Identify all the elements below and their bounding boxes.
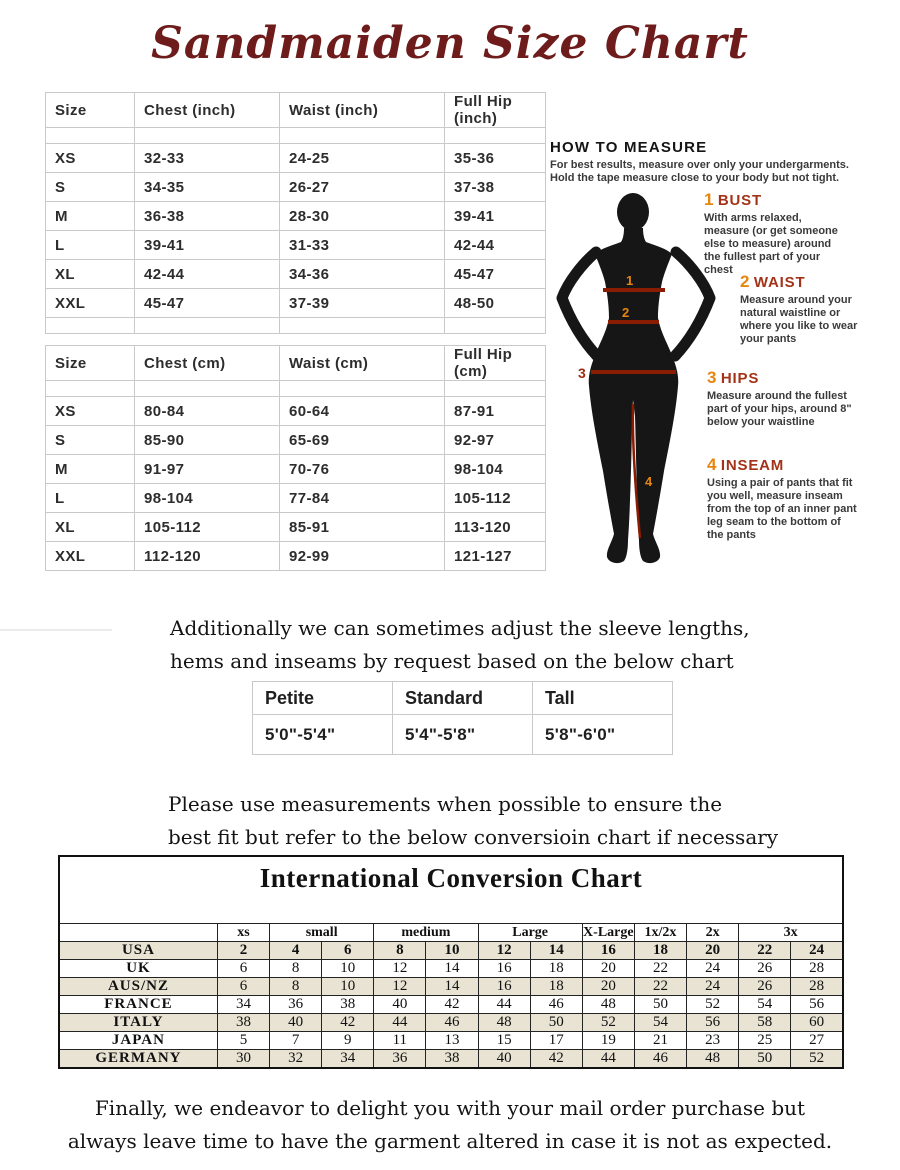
spacer-cell — [280, 381, 445, 397]
chest-cell: 80-84 — [135, 397, 280, 426]
size-value-cell: 46 — [634, 1050, 686, 1069]
size-cell: XXL — [46, 542, 135, 571]
size-value-cell: 42 — [322, 1014, 374, 1032]
size-value-cell: 44 — [478, 996, 530, 1014]
measure-step-waist — [740, 272, 858, 346]
size-cell: XXL — [46, 289, 135, 318]
bust-measure-line — [603, 288, 665, 292]
figure-marker-hips: 3 — [578, 365, 586, 381]
size-value-cell: 46 — [426, 1014, 478, 1032]
table-row — [46, 231, 546, 260]
group-header-cell: xs — [217, 924, 269, 942]
country-cell: ITALY — [59, 1014, 217, 1032]
size-table-inch — [45, 92, 546, 334]
measure-step-bust — [704, 190, 849, 277]
step-number: 3 — [707, 368, 717, 387]
table-row — [46, 426, 546, 455]
hip-cell: 113-120 — [445, 513, 546, 542]
figure-body — [589, 228, 679, 563]
size-value-cell: 34 — [217, 996, 269, 1014]
size-cell: L — [46, 231, 135, 260]
corner-cell — [59, 924, 217, 942]
size-value-cell: 46 — [530, 996, 582, 1014]
chest-cell: 85-90 — [135, 426, 280, 455]
size-value-cell: 12 — [374, 978, 426, 996]
hip-cell: 48-50 — [445, 289, 546, 318]
conversion-chart-title: International Conversion Chart — [59, 856, 843, 924]
closing-note — [0, 1092, 900, 1158]
spacer-cell — [280, 318, 445, 334]
figure-left-arm — [562, 252, 597, 356]
header-cell: Size — [46, 93, 135, 128]
size-cell: L — [46, 484, 135, 513]
size-value-cell: 38 — [426, 1050, 478, 1069]
size-value-cell: 14 — [530, 942, 582, 960]
size-value-cell: 19 — [582, 1032, 634, 1050]
country-cell: JAPAN — [59, 1032, 217, 1050]
size-value-cell: 38 — [217, 1014, 269, 1032]
size-value-cell: 58 — [739, 1014, 791, 1032]
table-header-row — [253, 682, 673, 715]
spacer-cell — [46, 318, 135, 334]
size-value-cell: 24 — [791, 942, 843, 960]
adjust-note — [170, 612, 750, 678]
size-value-cell: 38 — [322, 996, 374, 1014]
size-cell: M — [46, 202, 135, 231]
waist-cell: 31-33 — [280, 231, 445, 260]
header-cell: Chest (cm) — [135, 346, 280, 381]
group-header-cell: X-Large — [583, 924, 634, 940]
conversion-row-usa — [59, 942, 843, 960]
group-header-cell: 1x/2x — [634, 924, 686, 942]
waist-measure-line — [608, 320, 659, 324]
waist-cell: 65-69 — [280, 426, 445, 455]
size-value-cell: 24 — [687, 978, 739, 996]
country-cell: UK — [59, 960, 217, 978]
closing-note-line: Finally, we endeavor to delight you with your mail order purchase but — [94, 1096, 806, 1120]
conversion-row-japan — [59, 1032, 843, 1050]
table-row — [46, 513, 546, 542]
table-row — [46, 289, 546, 318]
how-to-measure-title: HOW TO MEASURE — [550, 139, 708, 156]
step-title — [707, 455, 857, 475]
conversion-row-italy — [59, 1014, 843, 1032]
size-value-cell: 42 — [530, 1050, 582, 1069]
hip-cell: 37-38 — [445, 173, 546, 202]
group-header-cell: small — [270, 924, 374, 942]
intro-line: For best results, measure over only your undergarments. — [550, 159, 849, 171]
waist-cell: 24-25 — [280, 144, 445, 173]
spacer-cell — [135, 128, 280, 144]
chest-cell: 91-97 — [135, 455, 280, 484]
figure-marker-inseam: 4 — [645, 474, 653, 489]
table-header-row — [46, 93, 546, 128]
conversion-row-france — [59, 996, 843, 1014]
size-value-cell: 13 — [426, 1032, 478, 1050]
table-row — [46, 397, 546, 426]
size-value-cell: 2 — [217, 942, 269, 960]
scan-artifact-line — [0, 629, 112, 631]
waist-cell: 28-30 — [280, 202, 445, 231]
conversion-row-ausnz — [59, 978, 843, 996]
step-title — [707, 368, 859, 388]
size-value-cell: 44 — [374, 1014, 426, 1032]
chest-cell: 98-104 — [135, 484, 280, 513]
size-value-cell: 8 — [270, 960, 322, 978]
size-value-cell: 56 — [791, 996, 843, 1014]
size-value-cell: 18 — [634, 942, 686, 960]
chest-cell: 32-33 — [135, 144, 280, 173]
table-header-row — [46, 346, 546, 381]
spacer-cell — [445, 128, 546, 144]
chest-cell: 112-120 — [135, 542, 280, 571]
spacer-cell — [280, 128, 445, 144]
spacer-cell — [445, 318, 546, 334]
size-value-cell: 18 — [530, 978, 582, 996]
step-number: 4 — [707, 455, 717, 474]
step-text: With arms relaxed, measure (or get someone else to measure) around the fullest part of your chest — [704, 212, 838, 276]
size-value-cell: 8 — [374, 942, 426, 960]
figure-marker-bust: 1 — [626, 273, 634, 288]
size-value-cell: 9 — [322, 1032, 374, 1050]
chest-cell: 105-112 — [135, 513, 280, 542]
measure-step-inseam — [707, 455, 857, 542]
size-value-cell: 36 — [270, 996, 322, 1014]
group-header-cell: medium — [374, 924, 478, 942]
hip-cell: 39-41 — [445, 202, 546, 231]
country-cell: USA — [59, 942, 217, 960]
spacer-row — [46, 128, 546, 144]
step-number: 2 — [740, 272, 750, 291]
size-value-cell: 26 — [739, 978, 791, 996]
step-text: Measure around your natural waistline or where you like to wear your pants — [740, 294, 858, 345]
group-header-cell: 2x — [687, 924, 739, 942]
measurement-figure — [552, 186, 720, 578]
chest-cell: 42-44 — [135, 260, 280, 289]
group-header-cell: Large — [478, 924, 582, 942]
header-cell: Tall — [533, 682, 673, 715]
waist-cell: 85-91 — [280, 513, 445, 542]
conversion-chart — [58, 855, 844, 1069]
spacer-cell — [46, 381, 135, 397]
size-value-cell: 6 — [217, 960, 269, 978]
chest-cell: 39-41 — [135, 231, 280, 260]
conversion-chart-title-row — [59, 856, 843, 924]
adjust-note-line: Additionally we can sometimes adjust the sleeve lengths, — [170, 616, 750, 640]
size-cell: M — [46, 455, 135, 484]
fit-note — [168, 788, 778, 854]
size-value-cell: 22 — [634, 960, 686, 978]
conversion-row-uk — [59, 960, 843, 978]
size-value-cell: 12 — [374, 960, 426, 978]
country-cell: GERMANY — [59, 1050, 217, 1069]
size-value-cell: 60 — [791, 1014, 843, 1032]
size-value-cell: 23 — [687, 1032, 739, 1050]
spacer-cell — [135, 318, 280, 334]
step-name: BUST — [717, 192, 762, 209]
size-value-cell: 40 — [270, 1014, 322, 1032]
step-text: Using a pair of pants that fit you well, measure inseam from the top of an inner pant leg seam to the bottom of the pants — [707, 477, 857, 541]
size-value-cell: 50 — [634, 996, 686, 1014]
size-value-cell: 8 — [270, 978, 322, 996]
spacer-cell — [46, 128, 135, 144]
size-value-cell: 52 — [687, 996, 739, 1014]
size-value-cell: 28 — [791, 960, 843, 978]
size-cell: XS — [46, 144, 135, 173]
height-range-cell: 5'0"-5'4" — [253, 715, 393, 755]
size-value-cell: 30 — [217, 1050, 269, 1069]
size-value-cell: 50 — [530, 1014, 582, 1032]
size-value-cell: 10 — [322, 978, 374, 996]
waist-cell: 37-39 — [280, 289, 445, 318]
fit-note-line: Please use measurements when possible to ensure the — [168, 792, 723, 816]
chest-cell: 45-47 — [135, 289, 280, 318]
size-value-cell: 4 — [270, 942, 322, 960]
size-value-cell: 52 — [582, 1014, 634, 1032]
size-value-cell: 17 — [530, 1032, 582, 1050]
intro-line: Hold the tape measure close to your body but not tight. — [550, 172, 840, 184]
size-value-cell: 20 — [687, 942, 739, 960]
hip-cell: 35-36 — [445, 144, 546, 173]
header-cell: Size — [46, 346, 135, 381]
figure-marker-waist: 2 — [622, 305, 630, 320]
size-value-cell: 56 — [687, 1014, 739, 1032]
hip-cell: 87-91 — [445, 397, 546, 426]
size-value-cell: 16 — [478, 960, 530, 978]
size-value-cell: 32 — [270, 1050, 322, 1069]
fit-note-line: best fit but refer to the below conversioin chart if necessary — [168, 825, 779, 849]
size-value-cell: 44 — [582, 1050, 634, 1069]
waist-cell: 34-36 — [280, 260, 445, 289]
size-value-cell: 6 — [322, 942, 374, 960]
size-value-cell: 16 — [478, 978, 530, 996]
step-name: INSEAM — [720, 457, 785, 474]
height-range-cell: 5'8"-6'0" — [533, 715, 673, 755]
table-row — [46, 260, 546, 289]
table-row — [46, 484, 546, 513]
size-value-cell: 54 — [634, 1014, 686, 1032]
size-value-cell: 42 — [426, 996, 478, 1014]
size-value-cell: 40 — [478, 1050, 530, 1069]
size-cell: S — [46, 426, 135, 455]
height-range-cell: 5'4"-5'8" — [393, 715, 533, 755]
table-row — [46, 455, 546, 484]
chest-cell: 34-35 — [135, 173, 280, 202]
waist-cell: 92-99 — [280, 542, 445, 571]
chest-cell: 36-38 — [135, 202, 280, 231]
how-to-measure-section — [550, 139, 895, 185]
size-value-cell: 15 — [478, 1032, 530, 1050]
size-value-cell: 40 — [374, 996, 426, 1014]
size-value-cell: 22 — [634, 978, 686, 996]
figure-head — [617, 193, 649, 231]
step-name: WAIST — [753, 274, 806, 291]
size-value-cell: 27 — [791, 1032, 843, 1050]
step-title — [740, 272, 858, 292]
size-value-cell: 48 — [478, 1014, 530, 1032]
step-title — [704, 190, 849, 210]
size-value-cell: 50 — [739, 1050, 791, 1069]
size-value-cell: 18 — [530, 960, 582, 978]
size-cell: S — [46, 173, 135, 202]
size-value-cell: 10 — [322, 960, 374, 978]
size-value-cell: 24 — [687, 960, 739, 978]
step-number: 1 — [704, 190, 714, 209]
waist-cell: 60-64 — [280, 397, 445, 426]
waist-cell: 26-27 — [280, 173, 445, 202]
country-cell: FRANCE — [59, 996, 217, 1014]
step-name: HIPS — [720, 370, 760, 387]
size-cell: XL — [46, 260, 135, 289]
size-value-cell: 10 — [426, 942, 478, 960]
size-value-cell: 12 — [478, 942, 530, 960]
size-value-cell: 52 — [791, 1050, 843, 1069]
hip-cell: 42-44 — [445, 231, 546, 260]
hip-cell: 98-104 — [445, 455, 546, 484]
size-value-cell: 54 — [739, 996, 791, 1014]
size-value-cell: 14 — [426, 960, 478, 978]
spacer-cell — [135, 381, 280, 397]
size-value-cell: 34 — [322, 1050, 374, 1069]
size-value-cell: 28 — [791, 978, 843, 996]
header-cell: Standard — [393, 682, 533, 715]
size-value-cell: 20 — [582, 978, 634, 996]
spacer-row — [46, 381, 546, 397]
waist-cell: 70-76 — [280, 455, 445, 484]
size-value-cell: 48 — [687, 1050, 739, 1069]
size-cell: XL — [46, 513, 135, 542]
closing-note-line: always leave time to have the garment altered in case it is not as expected. — [67, 1129, 833, 1153]
size-value-cell: 14 — [426, 978, 478, 996]
table-row — [46, 144, 546, 173]
header-cell: Chest (inch) — [135, 93, 280, 128]
size-value-cell: 25 — [739, 1032, 791, 1050]
how-to-measure-intro — [550, 159, 895, 185]
hip-cell: 92-97 — [445, 426, 546, 455]
conversion-row-germany — [59, 1050, 843, 1069]
table-row — [46, 202, 546, 231]
header-cell: Waist (inch) — [280, 93, 445, 128]
size-value-cell: 20 — [582, 960, 634, 978]
size-value-cell: 11 — [374, 1032, 426, 1050]
size-value-cell: 36 — [374, 1050, 426, 1069]
waist-cell: 77-84 — [280, 484, 445, 513]
size-value-cell: 22 — [739, 942, 791, 960]
size-value-cell: 16 — [582, 942, 634, 960]
table-row — [253, 715, 673, 755]
size-value-cell: 21 — [634, 1032, 686, 1050]
size-value-cell: 5 — [217, 1032, 269, 1050]
height-table — [252, 681, 673, 755]
hip-cell: 105-112 — [445, 484, 546, 513]
header-cell: Waist (cm) — [280, 346, 445, 381]
size-value-cell: 6 — [217, 978, 269, 996]
page-title: Sandmaiden Size Chart — [151, 18, 749, 69]
header-cell: Full Hip (cm) — [445, 346, 546, 381]
size-value-cell: 26 — [739, 960, 791, 978]
hip-cell: 121-127 — [445, 542, 546, 571]
header-cell: Full Hip (inch) — [445, 93, 546, 128]
size-cell: XS — [46, 397, 135, 426]
size-value-cell: 7 — [270, 1032, 322, 1050]
measure-step-hips — [707, 368, 859, 429]
hip-cell: 45-47 — [445, 260, 546, 289]
group-header-cell: 3x — [739, 924, 843, 942]
hip-measure-line — [591, 370, 676, 374]
conversion-header-row — [59, 924, 843, 942]
spacer-cell — [445, 381, 546, 397]
country-cell: AUS/NZ — [59, 978, 217, 996]
header-cell: Petite — [253, 682, 393, 715]
size-table-cm — [45, 345, 546, 571]
spacer-row — [46, 318, 546, 334]
table-row — [46, 542, 546, 571]
table-row — [46, 173, 546, 202]
adjust-note-line: hems and inseams by request based on the below chart — [170, 649, 734, 673]
size-value-cell: 48 — [582, 996, 634, 1014]
step-text: Measure around the fullest part of your hips, around 8" below your waistline — [707, 390, 852, 428]
